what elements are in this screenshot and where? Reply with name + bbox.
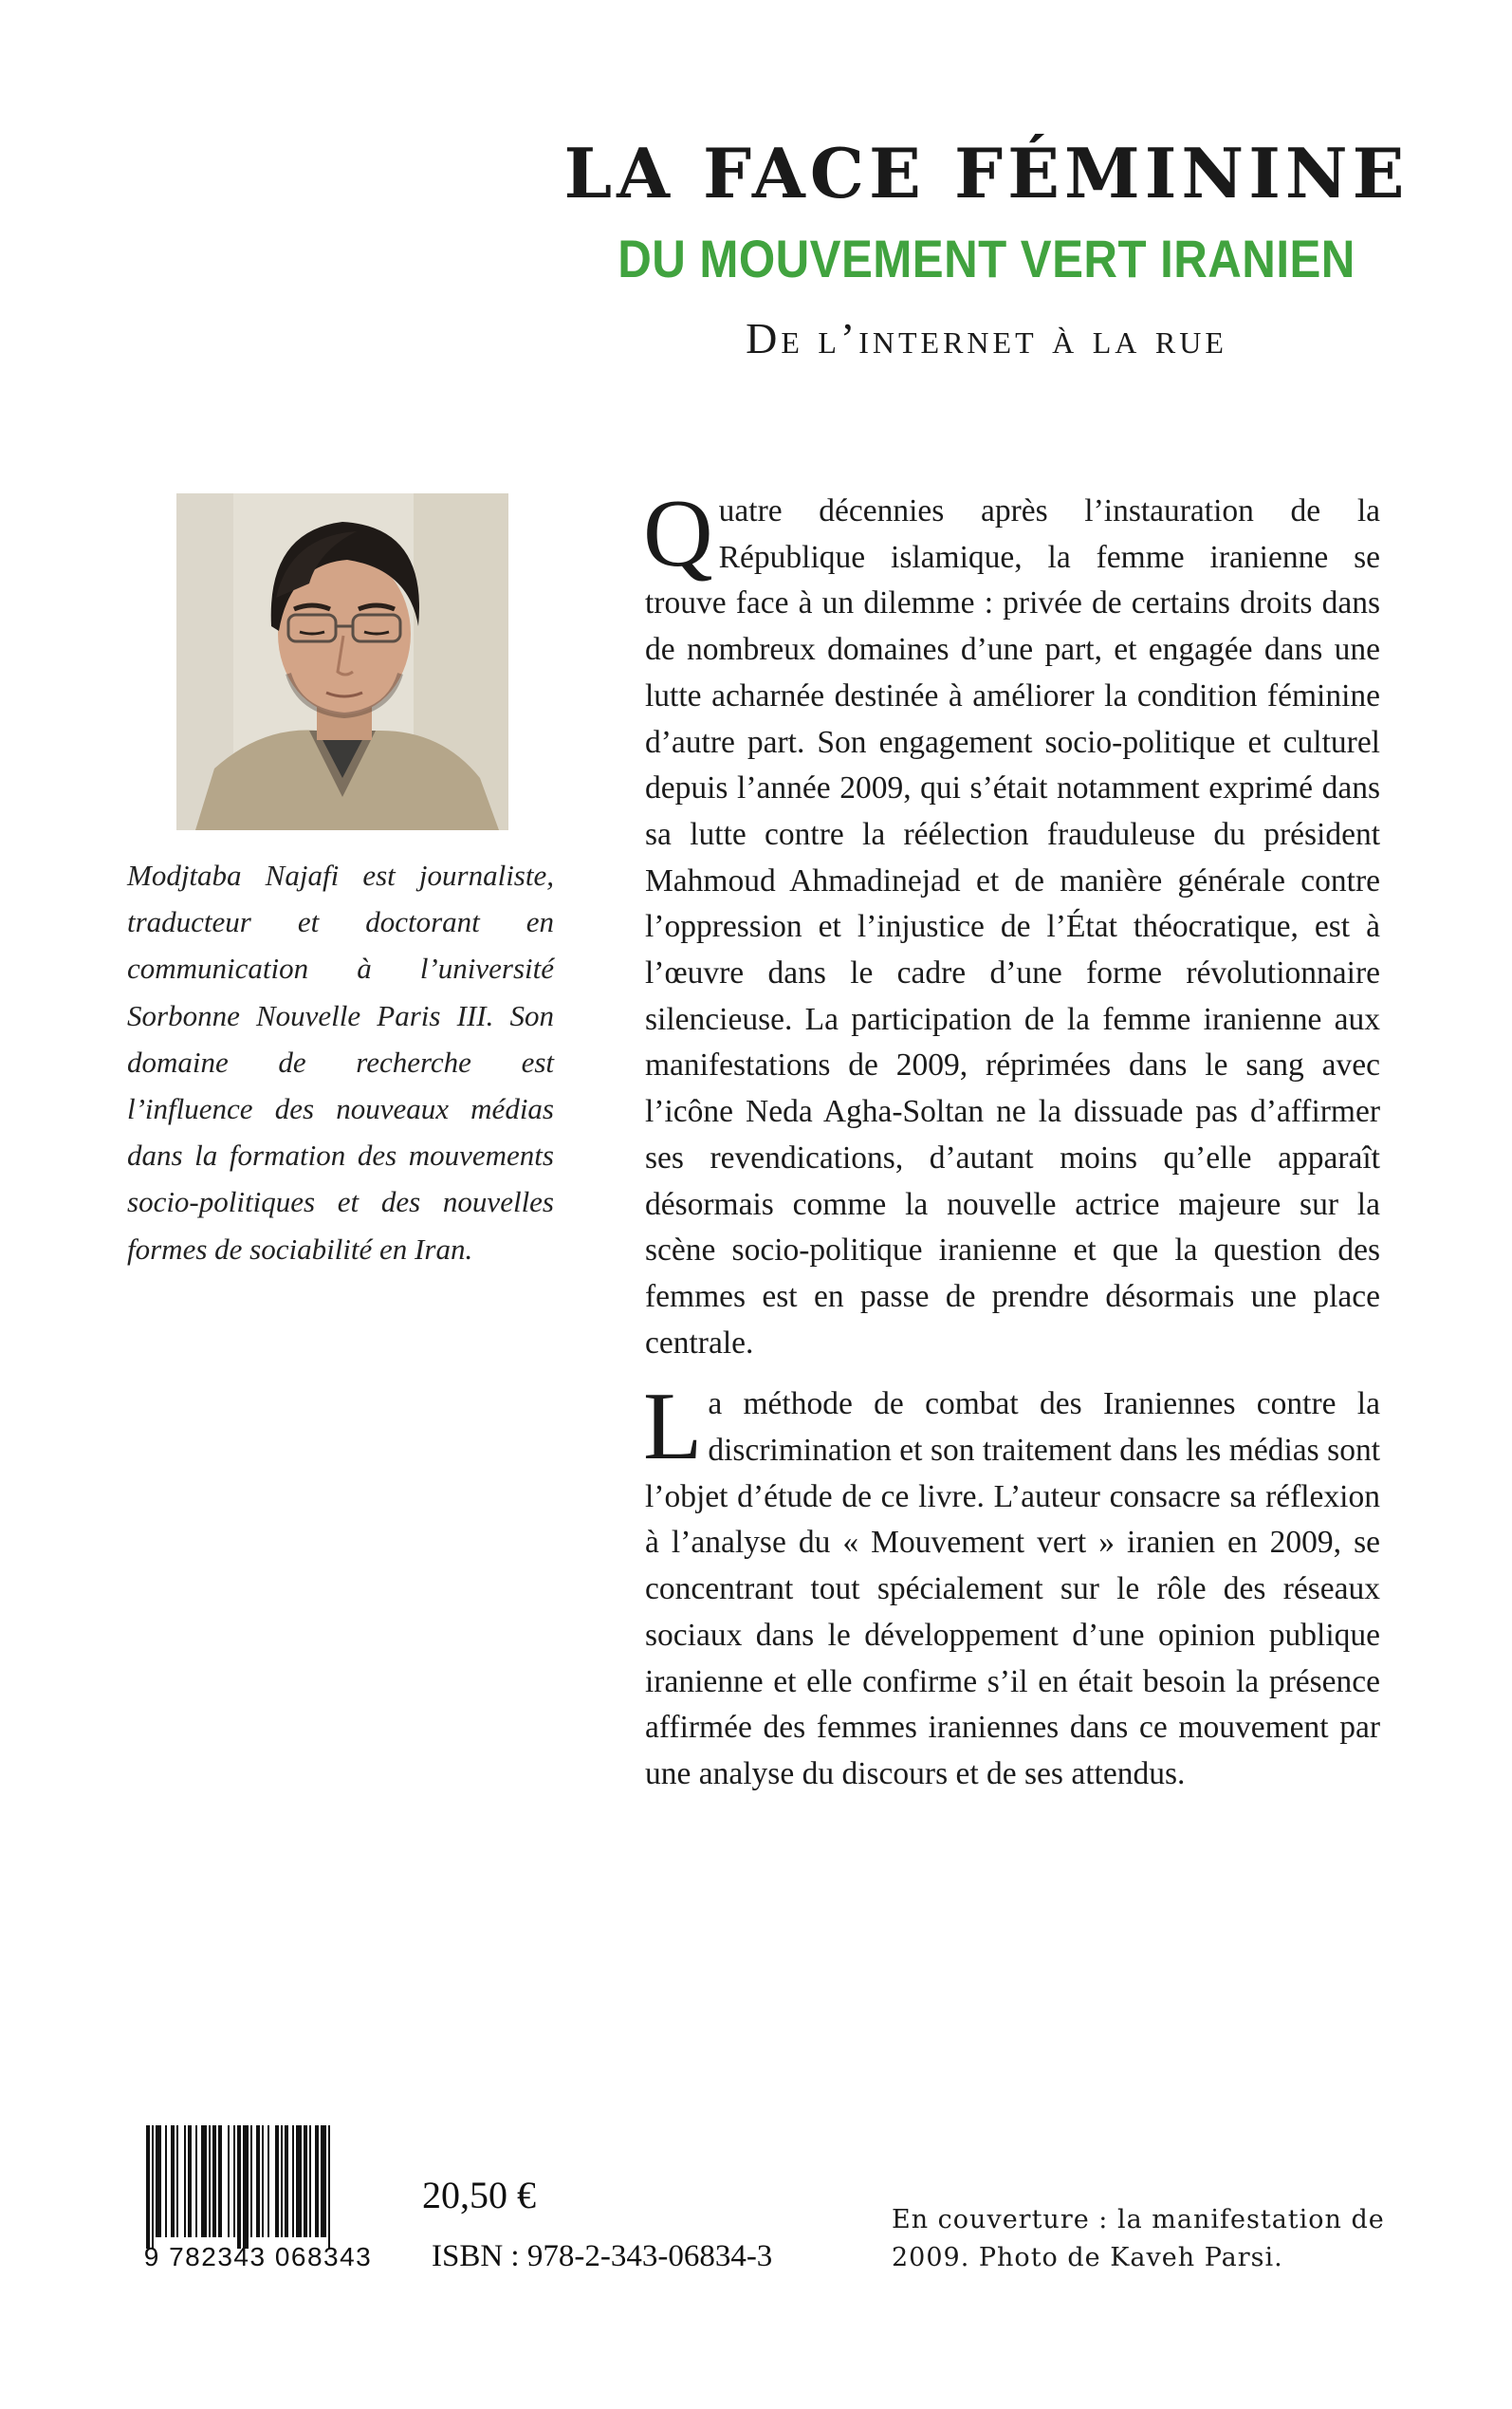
book-blurb	[643, 480, 1380, 1798]
barcode-number: 9 782343 068343	[143, 2242, 373, 2271]
drop-cap: L	[643, 1373, 703, 1481]
blurb-paragraph-1	[643, 480, 1380, 1366]
price: 20,50 €	[422, 2174, 536, 2216]
blurb-paragraph-2	[643, 1373, 1380, 1797]
blurb-paragraph-1-text: uatre décennies après l’instauration de la République islamique, la femme iranienne se trouve face à un dilemme : privée de certains droits dans de nombreux domaines d’une part, et engagée dans une lutte acharnée destinée à améliorer la condition féminine d’autre part. Son engagement socio-politique et culturel depuis l’année 2009, qui s’était notamment exprimé dans sa lutte contre la réélection frauduleuse du président Mahmoud Ahmadinejad et de manière générale contre l’oppression et l’injustice de l’État théocratique, est à l’œuvre dans le cadre d’une forme révolutionnaire silencieuse. La participation de la femme iranienne aux manifestations de 2009, réprimées dans le sang avec l’icône Neda Agha-Soltan ne la dissuade pas d’affirmer ses revendications, d’autant moins qu’elle apparaît désormais comme la nouvelle actrice majeure sur la scène socio-politique iranienne et que la question des femmes est en passe de prendre désormais une place centrale.	[645, 493, 1380, 1361]
author-photo	[176, 493, 508, 830]
cover-credit: En couverture : la manifestation de 2009. Photo de Kaveh Parsi.	[892, 2205, 1385, 2272]
author-portrait-icon	[176, 493, 508, 830]
author-bio: Modjtaba Najafi est journaliste, traducteur et doctorant en communication à l’université Sorbonne Nouvelle Paris III. Son domaine de recherche est l’influence des nouveaux médias dans la formation des mouvements socio-politiques et des nouvelles formes de sociabilité en Iran.	[127, 859, 554, 1266]
drop-cap: Q	[643, 480, 713, 587]
isbn: ISBN : 978-2-343-06834-3	[432, 2239, 773, 2273]
book-tagline: De l’internet à la rue	[746, 314, 1227, 362]
book-title: LA FACE FÉMININE	[563, 133, 1410, 213]
barcode-icon	[142, 2125, 383, 2249]
blurb-paragraph-2-text: a méthode de combat des Iraniennes contre la discrimination et son traitement dans les médias sont l’objet d’étude de ce livre. L’auteur consacre sa réflexion à l’analyse du « Mouvement vert » iranien en 2009, se concentrant tout spécialement sur le rôle des réseaux sociaux dans le développement d’une opinion publique iranienne et elle confirme s’il en était besoin la présence affirmée des femmes iraniennes dans ce mouvement par une analyse du discours et de ses attendus.	[645, 1386, 1380, 1791]
book-subtitle: DU MOUVEMENT VERT IRANIEN	[618, 229, 1355, 288]
